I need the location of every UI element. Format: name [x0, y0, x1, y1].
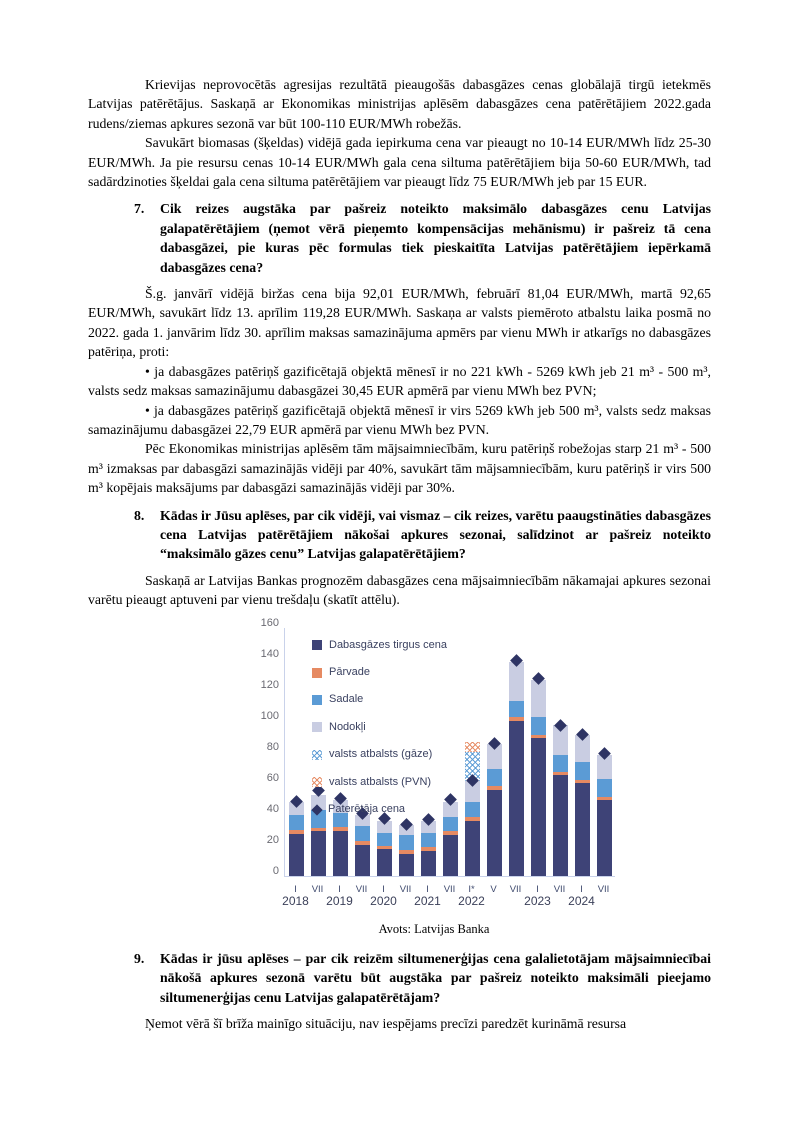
y-axis-tick-label: 60	[266, 772, 279, 785]
bar-segment	[597, 800, 612, 876]
bar-segment	[465, 821, 480, 876]
bar-segment	[355, 845, 370, 876]
x-axis-year-label: 2023	[524, 893, 551, 908]
bar-segment	[311, 831, 326, 875]
bar-segment	[509, 701, 524, 717]
paragraph-gas-price-global: Krievijas neprovocētās agresijas rezultātā pieaugošās dabasgāzes cenas globālajā tirgū ietekmēs Latvijas patērētājus. Saskaņā ar Ekonomikas ministrijas aplēsēm dabasgāzes cena patērētājiem 2022.gada rudens/ziemas apkures sezonā var būt 100-110 EUR/MWh robežās.	[88, 77, 711, 131]
legend-label: Nodokļi	[329, 720, 366, 733]
x-axis-month-label: I	[536, 883, 539, 895]
bar-segment	[443, 835, 458, 875]
legend-item	[312, 690, 447, 709]
x-axis-month-label: I	[294, 883, 297, 895]
bar-segment	[377, 846, 392, 849]
bar-segment	[399, 835, 414, 850]
bar-segment	[531, 717, 546, 735]
question-7	[88, 199, 711, 277]
question-8-number: 8.	[134, 507, 145, 523]
legend-label: valsts atbalsts (gāze)	[329, 748, 433, 761]
bar-segment	[575, 783, 590, 875]
legend-item	[312, 773, 447, 792]
x-axis-month-label: VII	[553, 883, 566, 895]
consumer-price-legend-icon	[311, 804, 322, 815]
x-axis-year-label: 2018	[282, 893, 309, 908]
series-swatch-icon	[312, 722, 322, 732]
x-axis-month-label: I	[426, 883, 429, 895]
legend-label: Pārvade	[329, 665, 370, 678]
bar-segment	[421, 847, 436, 851]
legend-label: Sadale	[329, 693, 364, 706]
bar-segment	[553, 755, 568, 771]
bar-segment	[531, 738, 546, 876]
legend-item	[312, 718, 447, 737]
bar-segment	[377, 833, 392, 846]
x-axis-month-label: I	[580, 883, 583, 895]
bar-segment	[465, 817, 480, 821]
legend-item	[312, 636, 447, 655]
bar-segment	[553, 775, 568, 876]
bar-segment	[421, 851, 436, 876]
bar-segment	[465, 802, 480, 817]
bar-segment	[311, 828, 326, 832]
question-7-text: Cik reizes augstāka par pašreiz noteikto maksimālo dabasgāzes cenu Latvijas galapatērētājiem (ņemot vērā pieņemto kompensācijas mehānismu) ir pašreiz tā cena dabasgāzei, pie kuras pēc formulas tiek pieskaitīta Latvijas patērētājiem iepērkamā dabasgāzes cena?	[160, 201, 711, 275]
y-axis-tick-label: 80	[266, 741, 279, 754]
bar-segment	[355, 826, 370, 841]
y-axis-tick-label: 140	[260, 648, 279, 661]
bullet-consumption-above: • ja dabasgāzes patēriņš gazificētajā objektā mēnesī ir virs 5269 kWh jeb 500 m³, valsts sedz maksas samazinājumu dabasgāzei 22,79 EUR apmērā par vienu MWh bez PVN.	[88, 402, 711, 437]
bar-segment	[421, 833, 436, 847]
series-swatch-icon	[312, 777, 322, 787]
bar-segment	[399, 850, 414, 854]
bar-segment	[289, 815, 304, 830]
bullet-consumption-range: • ja dabasgāzes patēriņš gazificētajā objektā mēnesī ir no 221 kWh - 5269 kWh jeb 21 m³ - 500 m³, valsts sedz maksas samazinājumu dabasgāzei 30,45 EUR apmērā par vienu MWh bez PVN;	[88, 363, 711, 399]
legend-label: Dabasgāzes tirgus cena	[329, 638, 448, 651]
paragraph-ministry-estimates: Pēc Ekonomikas ministrijas aplēsēm tām mājsaimniecībām, kuru patēriņš robežojas starp 21 m³ - 500 m³ izmaksas par dabasgāzi samazinājās vidēji par 40%, savukārt tām mājsamniecībām, kuru patēriņš ir virs 500 m³ kopējais maksājums par dabasgāzi samazinājās vidēji par 30%.	[88, 441, 711, 496]
x-axis-month-label: VII	[443, 883, 456, 895]
series-swatch-icon	[312, 695, 322, 705]
question-8-text: Kādas ir Jūsu aplēses, par cik vidēji, vai vismaz – cik reizes, varētu paaugstināties dabasgāzes cena Latvijas patērētājiem nākošai apkures sezonai, salīdzinot ar pašreiz noteikto “maksimālo gāzes cenu” Latvijas galapatērētājiem?	[160, 507, 711, 562]
x-axis-month-label: I	[382, 883, 385, 895]
y-axis-tick-label: 20	[266, 834, 279, 847]
question-8	[88, 506, 711, 564]
series-swatch-icon	[312, 750, 322, 760]
legend-item	[312, 663, 447, 682]
x-axis-month-label: V	[490, 883, 497, 895]
bar-segment	[333, 831, 348, 876]
bar-segment	[355, 841, 370, 845]
bar-segment	[487, 769, 502, 785]
bar-segment	[509, 662, 524, 701]
bar-segment	[575, 762, 590, 780]
question-9-text: Kādas ir jūsu aplēses – par cik reizēm siltumenerģijas cena galalietotājam mājsaimniecībai nākošā apkures sezonā varētu būt augstāka par pašreiz noteikto maksimāli pieejamo siltumenerģijas cenu Latvijas galapatērētājam?	[160, 950, 711, 1005]
y-axis-tick-label: 160	[260, 617, 279, 630]
x-axis-year-label: 2024	[568, 893, 595, 908]
bar-segment	[443, 831, 458, 835]
bar-segment	[289, 834, 304, 876]
bar-segment	[531, 735, 546, 738]
x-axis-month-label: I	[338, 883, 341, 895]
series-swatch-icon	[312, 640, 322, 650]
bar-segment	[553, 772, 568, 775]
paragraph-biomass-price: Savukārt biomasas (šķeldas) vidējā gada iepirkuma cena var pieaugt no 10-14 EUR/MWh līdz 25-30 EUR/MWh. Ja pie resursu cenas 10-14 EUR/MWh gala cena siltuma patērētājiem bija 50-60 EUR/MWh, tad sadārdzinoties šķeldai gala cena siltuma patērētājiem var pieaugt līdz 75 EUR/MWh jeb par 15 EUR.	[88, 135, 711, 190]
paragraph-fuel-uncertainty: Ņemot vērā šī brīža mainīgo situāciju, nav iespējams precīzi paredzēt kurināmā resursa	[145, 1016, 627, 1032]
x-axis-month-label: VII	[597, 883, 610, 895]
x-axis-year-label: 2021	[414, 893, 441, 908]
x-axis-month-label: VII	[399, 883, 412, 895]
gas-price-chart	[248, 617, 620, 912]
bar-segment	[575, 780, 590, 783]
question-9-number: 9.	[134, 950, 145, 966]
y-axis-tick-label: 120	[260, 679, 279, 692]
x-axis-month-label: VII	[355, 883, 368, 895]
paragraph-exchange-prices: Š.g. janvārī vidējā biržas cena bija 92,01 EUR/MWh, februārī 81,04 EUR/MWh, martā 92,65 EUR/MWh, savukārt līdz 13. aprīlim 119,28 EUR/MWh. Saskaņa ar valsts piemēroto atbalstu laika posmā no 2022. gada 1. janvārim līdz 30. aprīlim maksas samazinājuma apmērs par vienu MWh ir atkarīgs no dabasgāzes patēriņa, proti:	[88, 286, 711, 360]
bar-segment	[487, 790, 502, 876]
legend-item	[312, 800, 447, 819]
bar-segment	[597, 779, 612, 797]
bar-segment	[377, 849, 392, 875]
x-axis-month-label: I*	[468, 883, 475, 895]
x-axis-month-label: VII	[509, 883, 522, 895]
legend-item	[312, 745, 447, 764]
x-axis-year-label: 2019	[326, 893, 353, 908]
bar-segment	[597, 797, 612, 800]
legend-label: Paterētāja cena	[328, 803, 406, 815]
bar-segment	[399, 854, 414, 876]
bar-segment	[289, 830, 304, 834]
bar-segment	[465, 742, 480, 752]
series-swatch-icon	[312, 668, 322, 678]
x-axis-year-label: 2020	[370, 893, 397, 908]
question-7-number: 7.	[134, 201, 145, 217]
chart-legend	[312, 636, 447, 828]
x-axis-year-label: 2022	[458, 893, 485, 908]
y-axis-tick-label: 100	[260, 710, 279, 723]
bar-segment	[509, 717, 524, 720]
legend-label: valsts atbalsts (PVN)	[329, 775, 432, 788]
bar-segment	[509, 721, 524, 876]
y-axis-tick-label: 0	[272, 865, 279, 878]
question-9	[88, 949, 711, 1007]
x-axis-month-label: VII	[311, 883, 324, 895]
chart-source-caption: Avots: Latvijas Banka	[378, 921, 490, 936]
bar-segment	[531, 680, 546, 716]
paragraph-bank-forecast: Saskaņā ar Latvijas Bankas prognozēm dabasgāzes cena mājsaimniecībām nākamajai apkures sezonai varētu pieaugt aptuveni par vienu trešdaļu (skatīt attēlu).	[88, 572, 711, 608]
bar-segment	[487, 786, 502, 790]
y-axis-tick-label: 40	[266, 803, 279, 816]
